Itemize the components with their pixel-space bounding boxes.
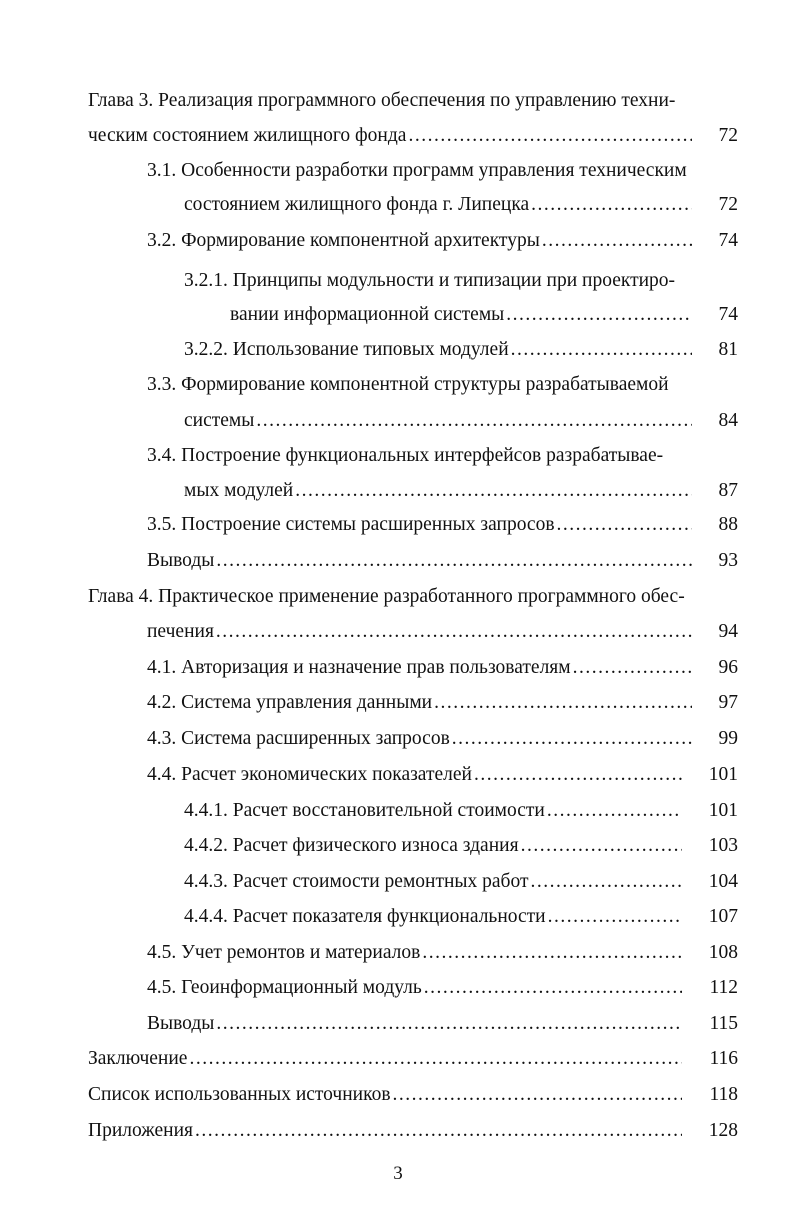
toc-page-number: 93 bbox=[718, 550, 738, 571]
toc-page-number: 94 bbox=[718, 621, 738, 642]
toc-page-number: 128 bbox=[708, 1120, 738, 1141]
toc-entry-text-line: состоянием жилищного фонда г. Липецка bbox=[184, 194, 530, 215]
toc-page-number: 74 bbox=[718, 304, 738, 325]
toc-page-number: 84 bbox=[718, 410, 738, 431]
leader-dots bbox=[511, 337, 692, 363]
toc-page-number: 72 bbox=[718, 194, 738, 215]
toc-page-number: 115 bbox=[709, 1013, 738, 1034]
toc-entry-text-line: 4.2. Система управления данными bbox=[147, 692, 433, 713]
toc-page-number: 74 bbox=[718, 230, 738, 251]
toc-entry-text-line: Глава 3. Реализация программного обеспечения по управлению техни- bbox=[88, 90, 676, 111]
toc-page-number: 96 bbox=[718, 657, 738, 678]
leader-dots bbox=[216, 619, 692, 645]
toc-page-number: 107 bbox=[708, 906, 738, 927]
toc-entry-text-line: 4.4.2. Расчет физического износа здания bbox=[184, 835, 519, 856]
toc-page-number: 101 bbox=[708, 764, 738, 785]
toc-page-number: 88 bbox=[718, 514, 738, 535]
leader-dots bbox=[474, 762, 682, 788]
leader-dots bbox=[195, 1118, 682, 1144]
toc-entry-text-line: Выводы bbox=[147, 550, 215, 571]
toc-entry-text-line: 3.2.1. Принципы модульности и типизации при проектиро- bbox=[184, 270, 676, 291]
leader-dots bbox=[256, 408, 692, 434]
leader-dots bbox=[521, 833, 682, 859]
toc-entry-text-line: 4.5. Учет ремонтов и материалов bbox=[147, 942, 421, 963]
toc-page-number: 104 bbox=[708, 871, 738, 892]
toc-page-number: 101 bbox=[708, 800, 738, 821]
leader-dots bbox=[424, 975, 682, 1001]
leader-dots bbox=[557, 512, 692, 538]
leader-dots bbox=[531, 869, 683, 895]
toc-entry-text-line: 4.4. Расчет экономических показателей bbox=[147, 764, 472, 785]
toc-entry-text-line: мых модулей bbox=[184, 480, 294, 501]
toc-entry-text-line: системы bbox=[184, 410, 255, 431]
toc-entry-text-line: 3.3. Формирование компонентной структуры разрабатываемой bbox=[147, 374, 669, 395]
leader-dots bbox=[189, 1046, 682, 1072]
toc-entry-text-line: 4.1. Авторизация и назначение прав пользователям bbox=[147, 657, 571, 678]
toc-page-number: 108 bbox=[708, 942, 738, 963]
leader-dots bbox=[295, 478, 692, 504]
toc-entry-text-line: 4.4.4. Расчет показателя функциональности bbox=[184, 906, 546, 927]
toc-page-number: 72 bbox=[718, 125, 738, 146]
leader-dots bbox=[452, 726, 692, 752]
toc-entry-text-line: Список использованных источников bbox=[88, 1084, 391, 1105]
leader-dots bbox=[216, 548, 692, 574]
toc-page-number: 112 bbox=[709, 977, 738, 998]
toc-entry-text-line: Выводы bbox=[147, 1013, 215, 1034]
toc-entry-text-line: 3.4. Построение функциональных интерфейсов разрабатывае- bbox=[147, 445, 664, 466]
leader-dots bbox=[408, 123, 692, 149]
leader-dots bbox=[434, 690, 692, 716]
leader-dots bbox=[506, 302, 692, 328]
toc-entry-text-line: 3.2. Формирование компонентной архитектуры bbox=[147, 230, 540, 251]
leader-dots bbox=[393, 1082, 682, 1108]
toc-page-number: 116 bbox=[709, 1048, 738, 1069]
toc-page-number: 118 bbox=[709, 1084, 738, 1105]
toc-page-number: 99 bbox=[718, 728, 738, 749]
page-number: 3 bbox=[393, 1163, 403, 1184]
toc-page-number: 81 bbox=[718, 339, 738, 360]
toc-entry-text-line: ческим состоянием жилищного фонда bbox=[88, 125, 407, 146]
leader-dots bbox=[548, 904, 682, 930]
toc-page-number: 103 bbox=[708, 835, 738, 856]
leader-dots bbox=[531, 192, 692, 218]
toc-entry-text-line: Заключение bbox=[88, 1048, 188, 1069]
leader-dots bbox=[547, 798, 682, 824]
toc-entry-text-line: Глава 4. Практическое применение разработанного программного обес- bbox=[88, 586, 685, 607]
toc-page-number: 97 bbox=[718, 692, 738, 713]
leader-dots bbox=[216, 1011, 682, 1037]
toc-page-number: 87 bbox=[718, 480, 738, 501]
toc-entry-text-line: 4.4.1. Расчет восстановительной стоимости bbox=[184, 800, 545, 821]
leader-dots bbox=[542, 228, 692, 254]
toc-entry-text-line: 3.5. Построение системы расширенных запросов bbox=[147, 514, 555, 535]
leader-dots bbox=[573, 655, 692, 681]
toc-entry-text-line: 3.2.2. Использование типовых модулей bbox=[184, 339, 509, 360]
toc-entry-text-line: 3.1. Особенности разработки программ управления техническим bbox=[147, 160, 687, 181]
toc-entry-text-line: 4.5. Геоинформационный модуль bbox=[147, 977, 422, 998]
toc-entry-text-line: Приложения bbox=[88, 1120, 193, 1141]
toc-entry-text-line: вании информационной системы bbox=[230, 304, 505, 325]
toc-entry-text-line: 4.4.3. Расчет стоимости ремонтных работ bbox=[184, 871, 529, 892]
toc-entry-text-line: печения bbox=[147, 621, 214, 642]
leader-dots bbox=[422, 940, 682, 966]
toc-entry-text-line: 4.3. Система расширенных запросов bbox=[147, 728, 450, 749]
